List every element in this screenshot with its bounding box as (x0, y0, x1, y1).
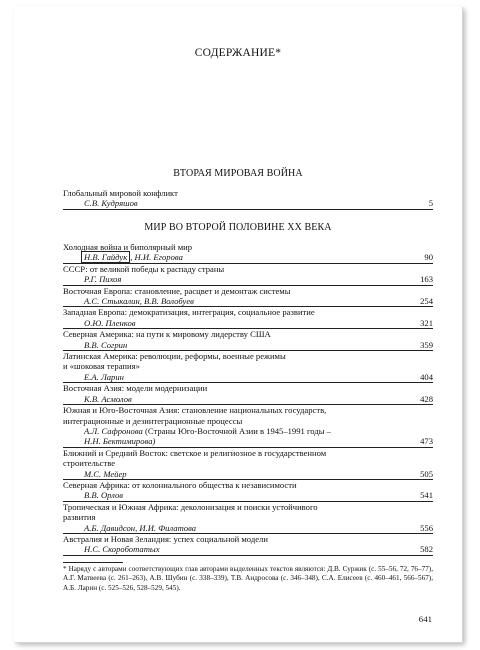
entry-authors: О.Ю. Пленков (84, 317, 136, 328)
footnote-rule (63, 562, 123, 563)
section-heading-postwar: МИР ВО ВТОРОЙ ПОЛОВИНЕ XX ВЕКА (144, 222, 332, 233)
book-page (14, 6, 462, 642)
entry-title-cont: строительстве (63, 458, 116, 469)
entry-authors: Н.С. Скороботатых (84, 544, 160, 555)
page-number: 641 (418, 614, 432, 624)
entry-page: 473 (420, 436, 433, 447)
toc-entry[interactable] (63, 188, 433, 210)
entry-title: Восточная Европа: становление, расцвет и демонтаж системы (63, 285, 291, 296)
entry-title: Ближний и Средний Восток: светское и религиозное в государственном (63, 447, 327, 458)
entry-title: Северная Америка: на пути к мировому лидерству США (63, 329, 271, 340)
entry-authors: В.В. Орлов (84, 490, 123, 501)
entry-title: Австралия и Новая Зеландия: успех социальной модели (63, 533, 268, 544)
entry-title-cont: и «шоковая терапия» (63, 361, 140, 372)
entry-title: Латинская Америка: революции, реформы, военные режимы (63, 351, 286, 362)
toc-entry[interactable] (63, 405, 433, 448)
toc-entry[interactable] (63, 307, 433, 329)
entry-title: СССР: от великой победы к распаду страны (63, 263, 225, 274)
entry-authors: Н.В. Гайдук , Н.И. Егорова (63, 252, 433, 262)
entry-title: Северная Африка: от колониального общества к независимости (63, 479, 297, 490)
entry-authors-cont: Н.Н. Бектимирова) (84, 436, 156, 447)
toc-entry[interactable] (63, 480, 433, 502)
entry-page: 321 (420, 317, 433, 328)
entry-title: Западная Европа: демократизация, интеграция, социальное развитие (63, 307, 315, 318)
toc-entry[interactable] (63, 502, 433, 534)
entry-title-cont: развития (63, 512, 96, 523)
entry-title: Южная и Юго-Восточная Азия: становление национальных государств, (63, 405, 327, 416)
entry-page: 359 (420, 339, 433, 350)
entry-title: Тропическая и Южная Африка: деколонизация и поиски устойчивого (63, 501, 318, 512)
toc-entry[interactable] (63, 286, 433, 308)
entry-authors: А.Б. Давидсон, И.И. Филатова (84, 522, 197, 533)
entry-authors: К.В. Асмолов (84, 393, 132, 404)
entry-page: 163 (420, 274, 433, 285)
entry-authors: А.Л. Сафронова (Страны Юго-Восточной Азии в 1945–1991 годы – (84, 425, 331, 436)
toc-entry[interactable] (63, 329, 433, 351)
entry-title: Глобальный мировой конфликт (63, 188, 178, 198)
entry-authors: Е.А. Ларин (84, 371, 124, 382)
toc-entry[interactable] (63, 534, 433, 556)
entry-authors: С.В. Кудряшов (84, 198, 138, 209)
entries-postwar (63, 242, 433, 556)
entry-page: 90 (424, 252, 433, 263)
entry-authors: В.В. Согрин (84, 339, 128, 350)
section-heading-ww2: ВТОРАЯ МИРОВАЯ ВОЙНА (173, 168, 303, 179)
footnote: * Наряду с авторами соответствующих глав авторами выделенных текстов являются: Д.В. Суржик (с. 55–56, 72, 76–77), А.Г. Матвеева (с. 261–263), А.В. Шубин (с. 338–339), Т.В. Андросова (с. 346–348), С.А. Елисеев (с. 460–461, 566–567), А.Б. Ларин (с. 525–526, 528–529, 545). (63, 565, 433, 592)
entry-page: 505 (420, 468, 433, 479)
entry-page: 428 (420, 393, 433, 404)
entry-page: 582 (420, 544, 433, 555)
entry-title-cont: интеграционные и дезинтеграционные процессы (63, 415, 243, 426)
entry-authors: М.С. Мейер (84, 468, 127, 479)
entry-page: 541 (420, 490, 433, 501)
entry-page: 404 (420, 371, 433, 382)
entry-title: Восточная Азия: модели модернизации (63, 383, 208, 394)
entry-authors: Р.Г. Пихоя (84, 274, 122, 285)
entry-page: 5 (428, 198, 433, 209)
entry-author-note: (Страны Юго-Восточной Азии в 1945–1991 годы – (142, 425, 331, 436)
page-title: СОДЕРЖАНИЕ* (194, 47, 282, 59)
toc-entry[interactable] (63, 383, 433, 405)
toc-entry[interactable] (63, 351, 433, 383)
toc-entry[interactable] (63, 264, 433, 286)
entry-title: Холодная война и биполярный мир (63, 242, 193, 252)
entry-page: 556 (420, 522, 433, 533)
toc-entry[interactable] (63, 448, 433, 480)
toc-entry[interactable] (63, 242, 433, 264)
entry-page: 254 (420, 296, 433, 307)
highlighted-author: Н.В. Гайдук (81, 251, 130, 263)
entries-ww2 (63, 188, 433, 210)
entry-authors: А.С. Стыкалин, В.В. Волобуев (84, 296, 194, 307)
